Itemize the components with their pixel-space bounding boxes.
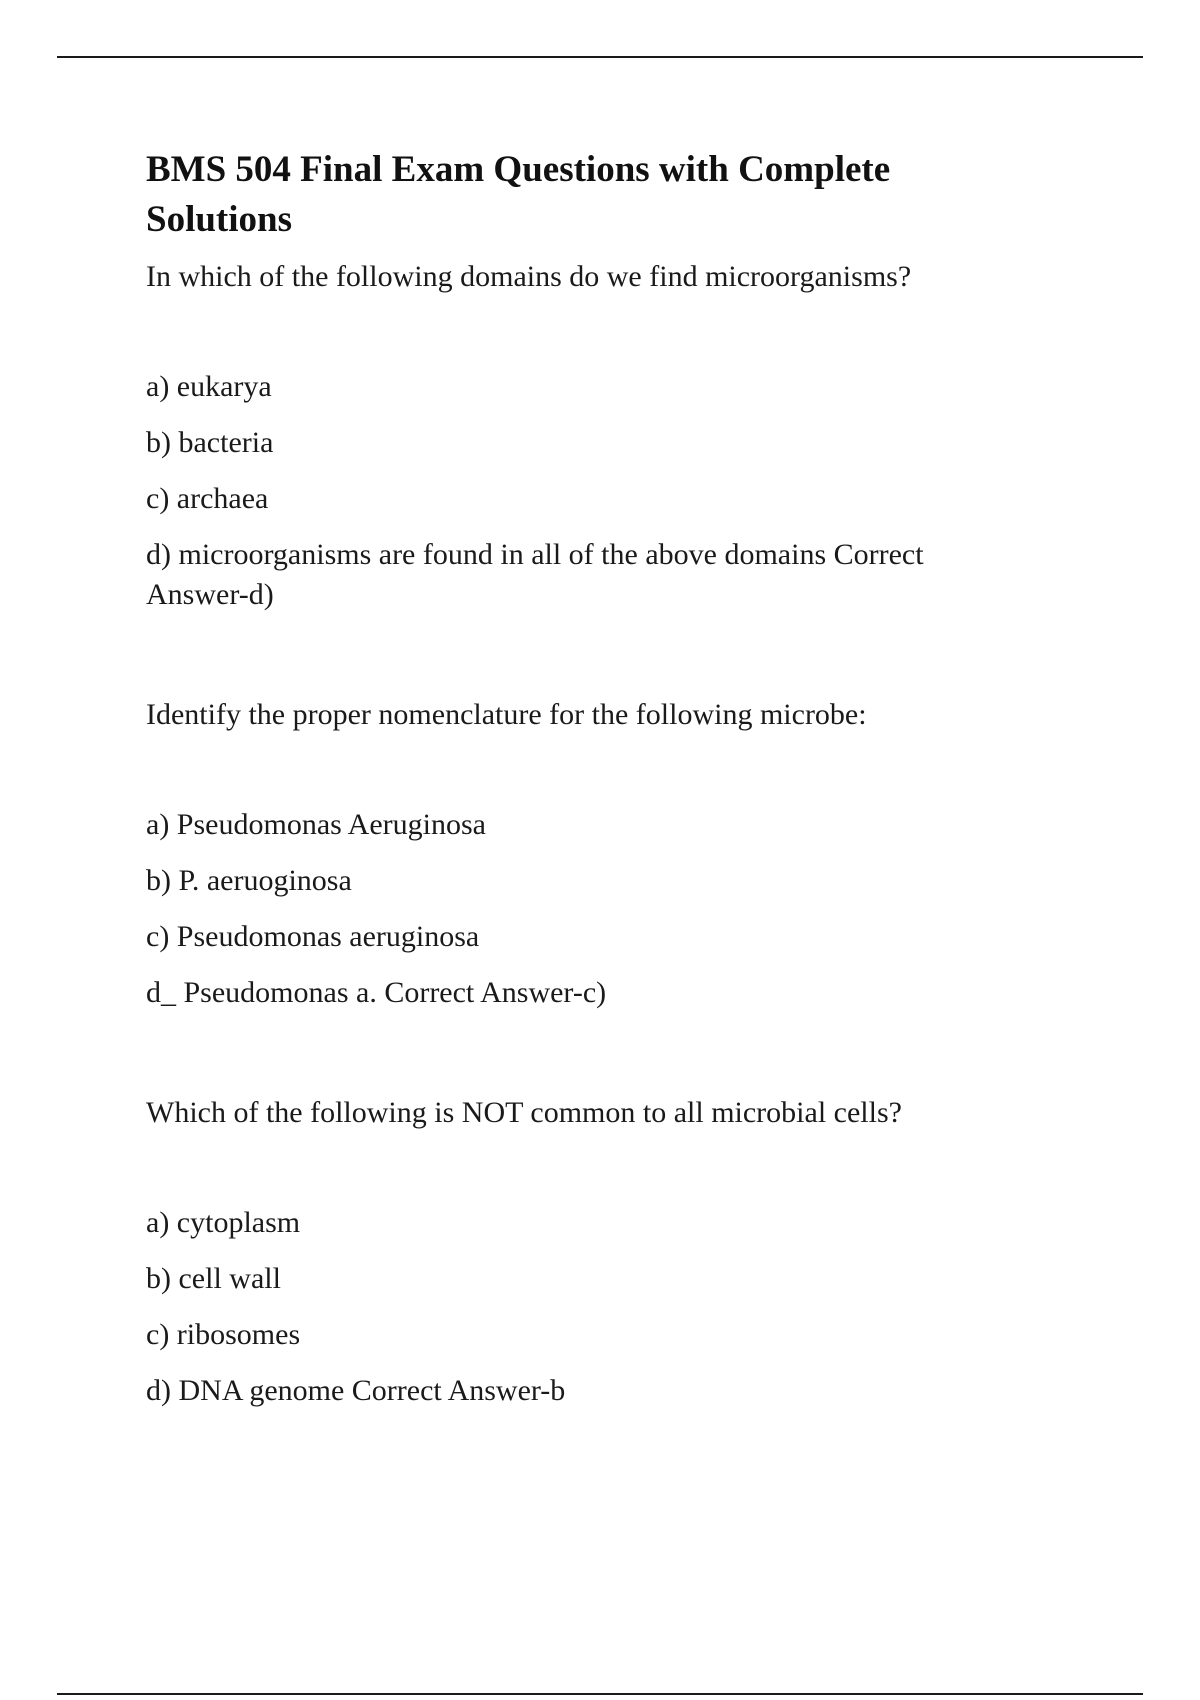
answer-option: b) P. aeruoginosa <box>146 864 352 897</box>
top-rule <box>57 56 1143 58</box>
answer-option: a) Pseudomonas Aeruginosa <box>146 808 486 841</box>
question-block-3 <box>146 1093 1026 1411</box>
question-prompt: Which of the following is NOT common to all microbial cells? <box>146 1096 902 1129</box>
question-block-1 <box>146 257 1026 615</box>
answer-option: b) bacteria <box>146 426 274 459</box>
answer-option: d) DNA genome Correct Answer-b <box>146 1374 566 1407</box>
answer-options <box>146 805 1026 1013</box>
answer-option: d) microorganisms are found in all of the above domains Correct Answer-d) <box>146 538 924 611</box>
answer-option: d_ Pseudomonas a. Correct Answer-c) <box>146 976 607 1009</box>
answer-option: c) Pseudomonas aeruginosa <box>146 920 480 953</box>
answer-option: c) archaea <box>146 482 269 515</box>
answer-option: b) cell wall <box>146 1262 281 1295</box>
question-prompt: In which of the following domains do we find microorganisms? <box>146 260 912 293</box>
answer-options <box>146 367 1026 615</box>
answer-option: a) eukarya <box>146 370 272 403</box>
answer-option: c) ribosomes <box>146 1318 301 1351</box>
question-prompt: Identify the proper nomenclature for the following microbe: <box>146 698 867 731</box>
answer-options <box>146 1203 1026 1411</box>
question-block-2 <box>146 695 1026 1013</box>
page-title: BMS 504 Final Exam Questions with Complete Solutions <box>146 149 891 240</box>
answer-option: a) cytoplasm <box>146 1206 301 1239</box>
bottom-rule <box>57 1693 1143 1695</box>
document-body <box>146 145 1026 1411</box>
